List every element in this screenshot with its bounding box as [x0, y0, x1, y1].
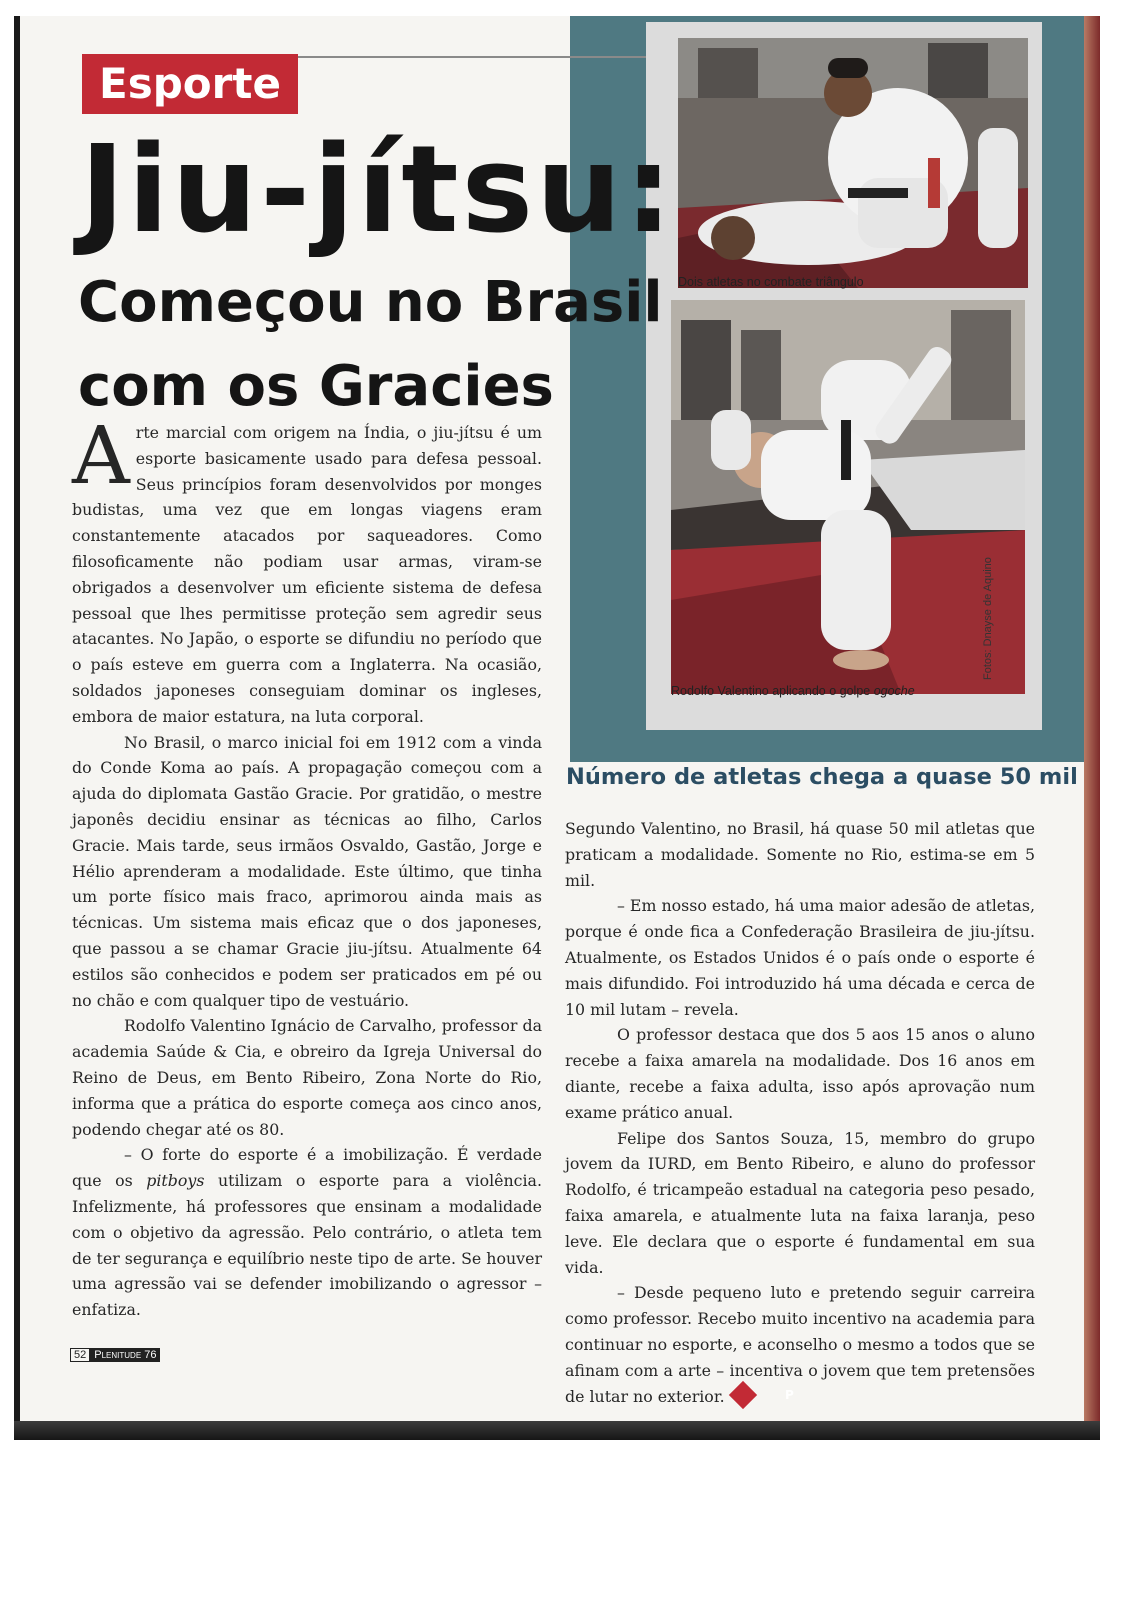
photo-caption-bottom-italic: ogoche	[873, 684, 915, 698]
article-right-column	[565, 816, 1035, 1409]
quote-text-end: utilizam o esporte para a violência. Infelizmente, há professores que ensinam a modalidade com o objetivo da agressão. Pelo contrário, o atleta tem de ter segurança e equilíbrio neste tipo de arte. Se houver uma agressão vai se defender imobilizando o agressor – enfatiza.	[72, 1171, 543, 1320]
photo-credit: Fotos: Dnayse de Aquino	[982, 557, 994, 680]
photo-ogoche-throw-illustration	[671, 300, 1025, 694]
article-paragraph-text: – Desde pequeno luto e pretendo seguir carreira como professor. Recebo muito incentivo na academia para continuar no esporte, e aconselho o mesmo a todos que se afinam com a arte – incentiva o jovem que tem pretensões de lutar no exterior.	[565, 1283, 1035, 1406]
article-title: Jiu-jítsu:	[80, 121, 676, 260]
article-paragraph: No Brasil, o marco inicial foi em 1912 com a vinda do Conde Koma ao país. A propagação começou com a ajuda do diplomata Gastão Gracie. Por gratidão, o mestre japonês decidiu ensinar as técnicas ao filho, Carlos Gracie. Mais tarde, seus irmãos Osvaldo, Gastão, Jorge e Hélio aprenderam a modalidade. Este último, que tinha um porte físico mais fraco, aprimorou ainda mais as técnicas. Um sistema mais eficaz que o dos japoneses, que passou a se chamar Gracie jiu-jítsu. Atualmente 64 estilos são conhecidos e podem ser praticados em pé ou no chão e com qualquer tipo de vestuário.	[72, 732, 542, 1010]
photo-caption-top: Dois atletas no combate triângulo	[678, 275, 864, 289]
photo-ogoche-throw	[671, 300, 1025, 694]
article-paragraph: – Em nosso estado, há uma maior adesão de atletas, porque é onde fica a Confederação Brasileira de jiu-jítsu. Atualmente, os Estados Unidos é o país onde o esporte é mais difundido. Foi introduzido há uma década e cerca de 10 mil lutam – revela.	[565, 896, 1035, 1019]
quote-italic-term: pitboys	[146, 1171, 205, 1191]
section-tag: Esporte	[82, 54, 298, 114]
article-paragraph	[72, 409, 542, 730]
page-number: 52	[70, 1348, 90, 1362]
drop-cap: A	[72, 409, 130, 502]
article-quote-paragraph	[72, 1142, 542, 1323]
article-subtitle-line2: com os Gracies	[78, 354, 554, 419]
article-left-column	[72, 409, 543, 1323]
article-paragraph: O professor destaca que dos 5 aos 15 anos o aluno recebe a faixa amarela na modalidade. Dos 16 anos em diante, recebe a faixa adulta, isso após aprovação num exame prático anual.	[565, 1025, 1035, 1122]
photo-triangle-combat-illustration	[678, 38, 1028, 288]
article-paragraph	[565, 1280, 1035, 1409]
page-left-edge	[14, 16, 20, 1440]
photo-triangle-combat	[678, 38, 1028, 288]
article-paragraph: Segundo Valentino, no Brasil, há quase 50 mil atletas que praticam a modalidade. Somente no Rio, estima-se em 5 mil.	[565, 819, 1035, 890]
magazine-name: Plenitude 76	[90, 1348, 160, 1362]
article-paragraph-text: rte marcial com origem na Índia, o jiu-jítsu é um esporte basicamente usado para defesa pessoal. Seus princípios foram desenvolvidos por monges budistas, uma vez que em longas viagens eram constantemente atacados por saqueadores. Como filosoficamente não podiam usar armas, viram-se obrigados a desenvolver um eficiente sistema de defesa pessoal que lhes permitisse proteção sem agredir seus atacantes. No Japão, o esporte se difundiu no período que o país esteve em guerra com a Inglaterra. Na ocasião, soldados japoneses conseguiam dominar os ingleses, embora de maior estatura, na luta corporal.	[72, 423, 542, 726]
end-mark-letter: P	[784, 1388, 794, 1403]
page-folio	[70, 1348, 160, 1362]
page-bottom-edge	[14, 1421, 1100, 1440]
article-subtitle-line1: Começou no Brasil	[78, 270, 663, 335]
page-right-edge	[1084, 16, 1100, 1440]
article-paragraph: Felipe dos Santos Souza, 15, membro do grupo jovem da IURD, em Bento Ribeiro, e aluno do professor Rodolfo, é tricampeão estadual na categoria peso pesado, faixa amarela, e atualmente luta na faixa laranja, peso leve. Ele declara que o esporte é fundamental em sua vida.	[565, 1128, 1035, 1277]
right-column-heading: Número de atletas chega a quase 50 mil	[566, 764, 1078, 790]
photo-caption-bottom	[671, 684, 915, 698]
end-mark-icon	[729, 1381, 794, 1409]
magazine-page	[14, 16, 1100, 1440]
article-paragraph: Rodolfo Valentino Ignácio de Carvalho, professor da academia Saúde & Cia, e obreiro da Igreja Universal do Reino de Deus, em Bento Ribeiro, Zona Norte do Rio, informa que a prática do esporte começa aos cinco anos, podendo chegar até os 80.	[72, 1016, 542, 1139]
section-tag-rule	[298, 56, 646, 58]
quote-text-start: – O forte do esporte é a imobilização. É verdade que os	[72, 1145, 542, 1191]
photo-caption-bottom-text: Rodolfo Valentino aplicando o golpe	[671, 684, 874, 698]
